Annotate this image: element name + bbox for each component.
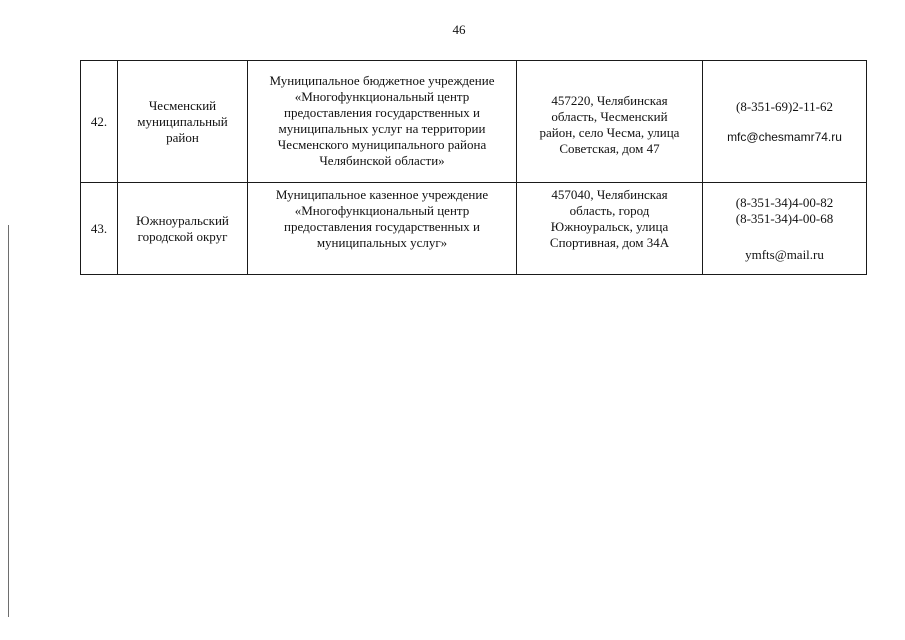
organization-line: Муниципальное казенное учреждение: [275, 186, 489, 202]
organization-line: предоставления государственных и: [284, 218, 480, 234]
address-line: область, город: [569, 202, 650, 218]
address-line: район, село Чесма, улица: [539, 124, 680, 140]
district-line: район: [166, 129, 199, 145]
row-number: 42.: [90, 113, 108, 129]
row-number: 43.: [90, 220, 108, 236]
address-text: [521, 187, 698, 251]
address-line: Спортивная, дом 34А: [549, 234, 670, 250]
organization-line: Челябинской области»: [319, 152, 445, 168]
mfc-registry-table: [80, 60, 867, 275]
district-cell: [118, 183, 248, 275]
district-line: Чесменский: [148, 97, 217, 113]
phone-number: (8-351-34)4-00-82: [735, 194, 834, 210]
margin-rule: [8, 225, 9, 617]
address-cell: [517, 61, 703, 183]
contacts-cell: [703, 183, 867, 275]
organization-line: Чесменского муниципального района: [277, 136, 487, 152]
organization-line: «Многофункциональный центр: [294, 88, 470, 104]
district-line: Южноуральский: [136, 212, 229, 228]
district-line: городской округ: [137, 228, 228, 244]
organization-line: предоставления государственных и: [284, 104, 480, 120]
contacts-cell: [703, 61, 867, 183]
district-line: муниципальный: [137, 113, 228, 129]
address-line: Советская, дом 47: [559, 140, 660, 156]
address-line: 457220, Челябинская: [551, 92, 668, 108]
phone-number: (8-351-69)2-11-62: [736, 98, 833, 114]
organization-cell: [248, 183, 517, 275]
organization-cell: [248, 61, 517, 183]
organization-line: «Многофункциональный центр: [294, 202, 470, 218]
organization-line: муниципальных услуг на территории: [278, 120, 486, 136]
address-cell: [517, 183, 703, 275]
district-cell: [118, 61, 248, 183]
email-address: mfc@chesmamr74.ru: [727, 129, 842, 144]
row-number-cell: [81, 61, 118, 183]
address-line: Южноуральск, улица: [550, 218, 669, 234]
organization-line: Муниципальное бюджетное учреждение: [269, 72, 495, 88]
page-number: 46: [452, 22, 466, 37]
organization-text: [252, 187, 512, 251]
organization-text: [252, 73, 512, 169]
phone-number: (8-351-34)4-00-68: [735, 210, 834, 226]
address-line: область, Чесменский: [551, 108, 668, 124]
address-line: 457040, Челябинская: [551, 186, 668, 202]
email-address: ymfts@mail.ru: [745, 246, 824, 262]
table-row: [81, 61, 867, 183]
row-number-cell: [81, 183, 118, 275]
address-text: [521, 93, 698, 157]
organization-line: муниципальных услуг»: [316, 234, 448, 250]
table-row: [81, 183, 867, 275]
